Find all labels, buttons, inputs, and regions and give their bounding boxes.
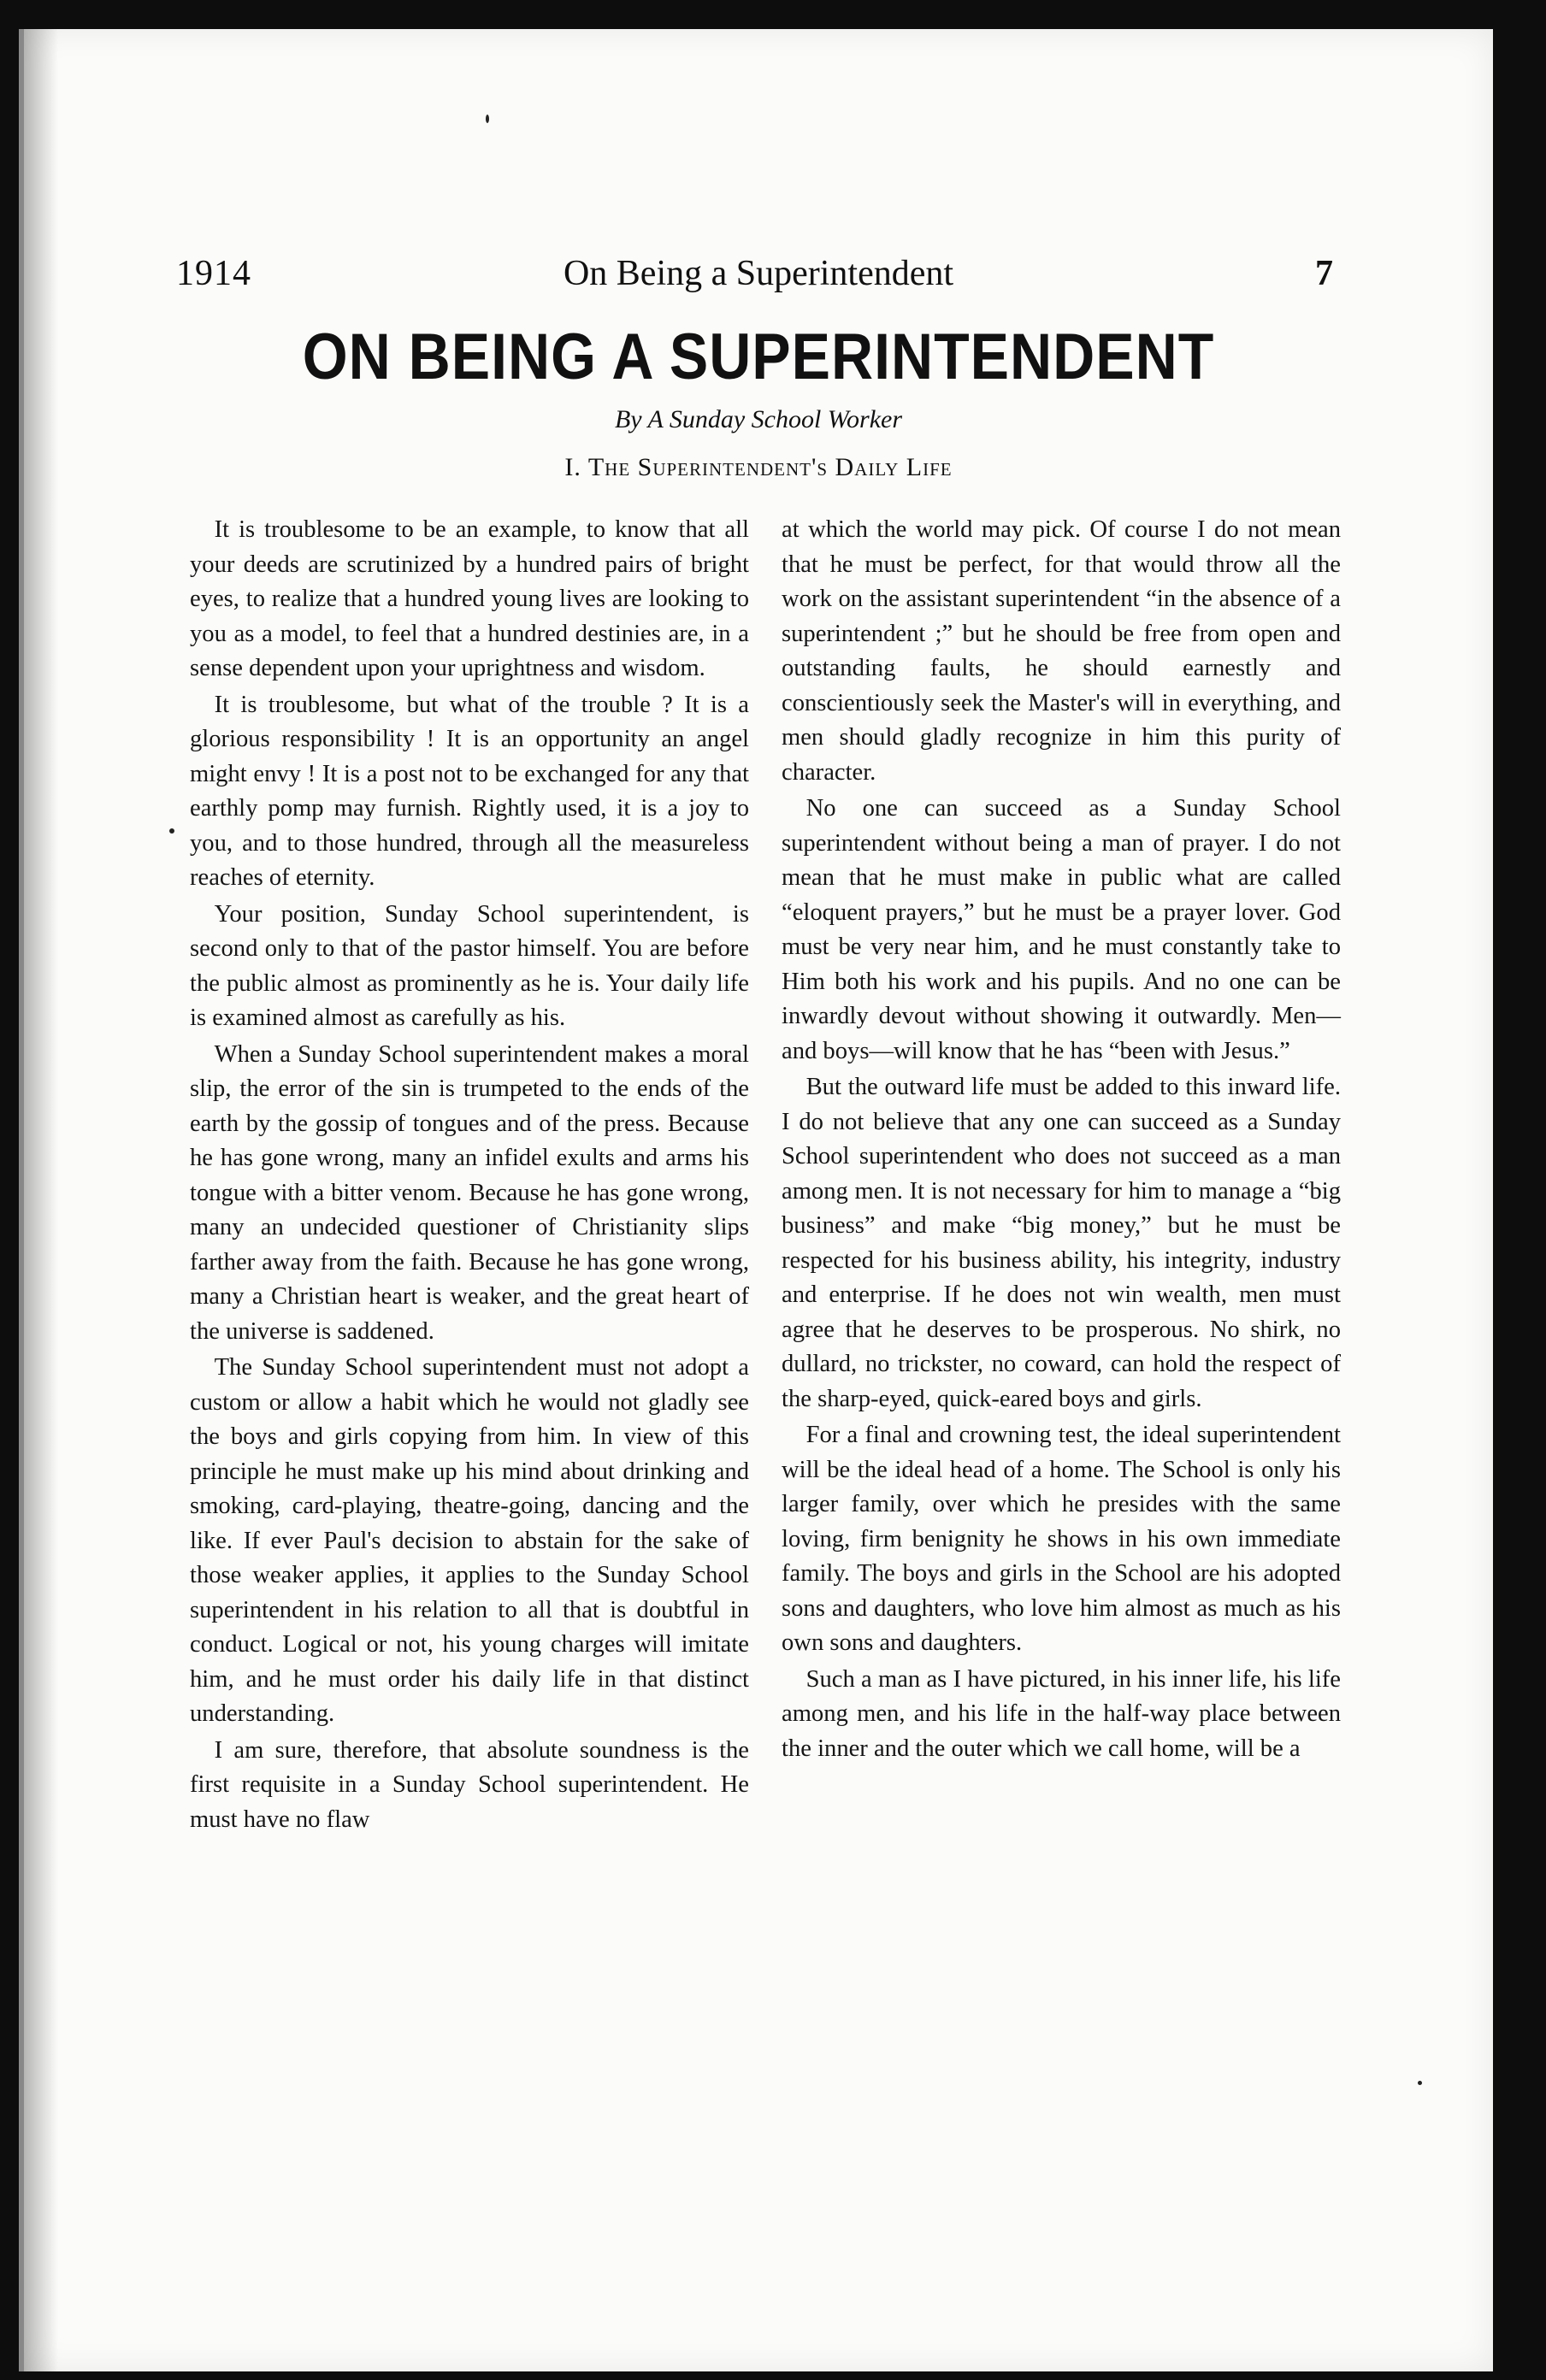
paragraph: Your position, Sunday School superintendent, is second only to that of the pastor himself. You are before the public almost as prominently as he is. Your daily life is examined almost as carefully as his. [190, 900, 749, 1031]
paragraph: No one can succeed as a Sunday School superintendent without being a man of prayer. I do not mean that he must make in public what are called “eloquent prayers,” but he must be a prayer lover. God must be very near him, and he must constantly take to Him both his work and his pupils. And no one can be inwardly devout without showing it outwardly. Men—and boys—will know that he has “been with Jesus.” [782, 795, 1341, 1064]
paragraph: The Sunday School superintendent must not adopt a custom or allow a habit which he would not gladly see the boys and girls copying from him. In view of this principle he must make up his mind about drinking and smoking, card-playing, theatre-going, dancing and the like. If ever Paul's decision to abstain for the sake of those weaker applies, it applies to the Sunday School superintendent in his relation to all that is doubtful in conduct. Logical or not, his young charges will imitate him, and he must order his daily life in that distinct understanding. [190, 1354, 749, 1727]
paragraph: I am sure, therefore, that absolute soundness is the first requisite in a Sunday School superintendent. He must have no flaw [190, 1736, 749, 1833]
paragraph-continuation: at which the world may pick. Of course I do not mean that he must be perfect, for that would throw all the work on the assistant superintendent “in the absence of a superintendent ;” but he should be free from open and outstanding faults, he should earnestly and conscientiously seek the Master's will in everything, and men should gladly recognize in him this purity of character. [782, 516, 1341, 786]
ink-speck [486, 115, 489, 123]
section-heading: I. The Superintendent's Daily Life [564, 453, 953, 481]
running-head-title: On Being a Superintendent [563, 254, 954, 293]
ink-speck [1418, 2081, 1422, 2085]
paragraph: For a final and crowning test, the ideal superintendent will be the ideal head of a home. The School is only his larger family, over which he presides with the same loving, firm benignity he shows in his own immediate family. The boys and girls in the School are his adopted sons and daughters, who love him almost as much as his own sons and daughters. [782, 1422, 1341, 1656]
document-page [19, 29, 1493, 2371]
left-column [190, 513, 749, 1839]
page-number: 7 [1315, 254, 1333, 293]
paragraph: Such a man as I have pictured, in his inner life, his life among men, and his life in the half-way place between the inner and the outer which we call home, will be a [782, 1665, 1341, 1762]
paragraph: It is troublesome to be an example, to know that all your deeds are scrutinized by a hundred pairs of bright eyes, to realize that a hundred young lives are looking to you as a model, to feel that a hundred destinies are, in a sense dependent upon your uprightness and wisdom. [190, 516, 749, 681]
running-head-year: 1914 [176, 254, 251, 293]
article-byline: By A Sunday School Worker [614, 405, 903, 433]
running-head [24, 253, 1493, 304]
paragraph: When a Sunday School superintendent makes a moral slip, the error of the sin is trumpeted to the ends of the earth by the gossip of tongues and of the press. Because he has gone wrong, many an infidel exults and arms his tongue with a bitter venom. Because he has gone wrong, many an undecided questioner of Christianity slips farther away from the faith. Because he has gone wrong, many a Christian heart is weaker, and the great heart of the universe is saddened. [190, 1040, 749, 1345]
paragraph: It is troublesome, but what of the trouble ? It is a glorious responsibility ! It is an opportunity an angel might envy ! It is a post not to be exchanged for any that earthly pomp may furnish. Rightly used, it is a joy to you, and to those hundred, through all the measureless reaches of eternity. [190, 691, 749, 891]
right-column [782, 513, 1341, 1768]
ink-speck [169, 828, 174, 834]
article-title: ON BEING A SUPERINTENDENT [302, 320, 1215, 393]
paragraph: But the outward life must be added to this inward life. I do not believe that any one can succeed as a Sunday School superintendent who does not succeed as a man among men. It is not necessary for him to manage a “big business” and make “big money,” but he must be respected for his business ability, his integrity, industry and enterprise. If he does not win wealth, men must agree that he deserves to be prosperous. No shirk, no dullard, no trickster, no coward, can hold the respect of the sharp-eyed, quick-eared boys and girls. [782, 1074, 1341, 1412]
